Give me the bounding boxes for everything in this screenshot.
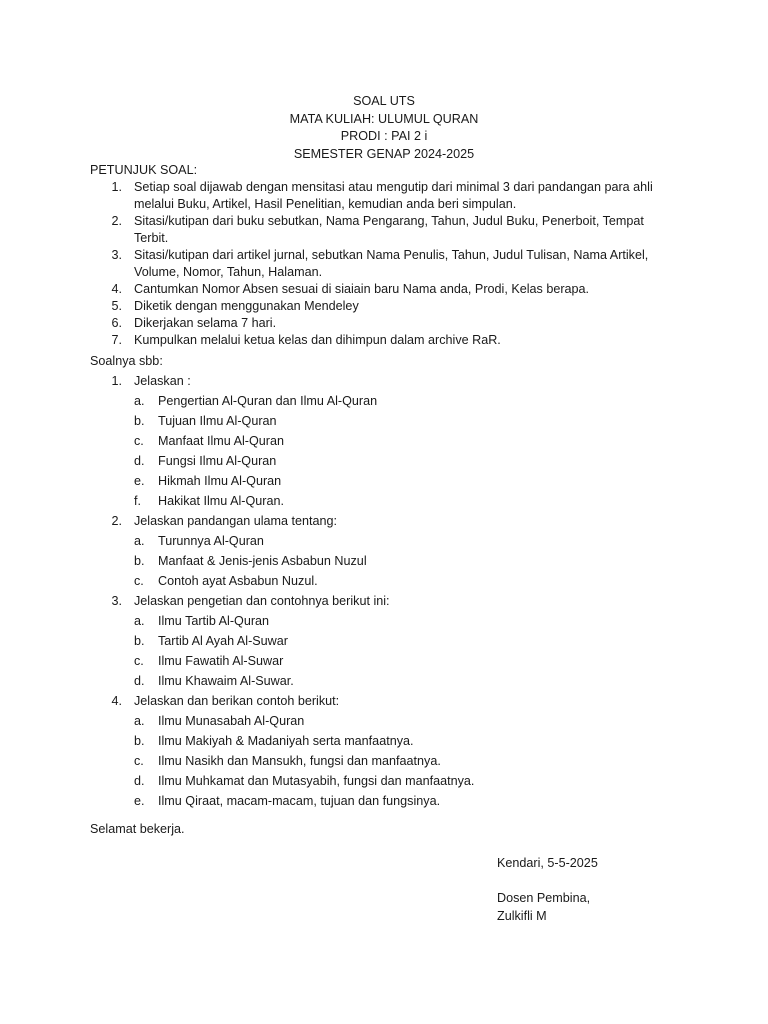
instruction-item	[90, 315, 670, 332]
questions-label: Soalnya sbb:	[90, 354, 163, 368]
instruction-item	[90, 298, 670, 315]
sub-question-letter: d.	[134, 454, 145, 468]
sub-question-item	[90, 411, 650, 431]
instructions-list	[90, 179, 670, 349]
instruction-text: Sitasi/kutipan dari artikel jurnal, sebutkan Nama Penulis, Tahun, Judul Tulisan, Nama Artikel, Volume, Nomor, Tahun, Halaman.	[134, 248, 649, 279]
sub-question-item	[90, 671, 650, 691]
sub-question-text: Hakikat Ilmu Al-Quran.	[158, 494, 284, 508]
question-text: Jelaskan :	[134, 374, 191, 388]
question-text: Jelaskan pandangan ulama tentang:	[134, 514, 338, 528]
instruction-number: 4.	[111, 282, 122, 296]
instruction-number: 6.	[111, 316, 122, 330]
sub-question-item	[90, 711, 650, 731]
sub-question-letter: e.	[134, 474, 145, 488]
sub-question-letter: a.	[134, 534, 145, 548]
sub-question-item	[90, 631, 650, 651]
sub-question-letter: c.	[134, 434, 144, 448]
sub-question-item	[90, 551, 650, 571]
sub-question-letter: e.	[134, 794, 145, 808]
sub-question-item	[90, 771, 650, 791]
question-text: Jelaskan dan berikan contoh berikut:	[134, 694, 340, 708]
signature-spacer	[497, 873, 598, 891]
signature-block	[497, 855, 598, 925]
sub-question-letter: f.	[134, 494, 141, 508]
instruction-item	[90, 247, 670, 281]
sub-question-letter: b.	[134, 734, 145, 748]
sub-question-text: Ilmu Muhkamat dan Mutasyabih, fungsi dan manfaatnya.	[158, 774, 475, 788]
question-number: 2.	[111, 514, 122, 528]
sub-question-letter: c.	[134, 754, 144, 768]
sub-question-item	[90, 571, 650, 591]
instruction-item	[90, 332, 670, 349]
sub-question-letter: d.	[134, 674, 145, 688]
sub-question-text: Contoh ayat Asbabun Nuzul.	[158, 574, 318, 588]
place-date: Kendari, 5-5-2025	[497, 856, 598, 870]
sub-question-text: Manfaat Ilmu Al-Quran	[158, 434, 284, 448]
question-item	[90, 691, 650, 711]
sub-question-text: Pengertian Al-Quran dan Ilmu Al-Quran	[158, 394, 378, 408]
sub-question-item	[90, 791, 650, 811]
instructions-label: PETUNJUK SOAL:	[90, 163, 198, 177]
header-course: MATA KULIAH: ULUMUL QURAN	[289, 111, 479, 126]
sub-question-letter: d.	[134, 774, 145, 788]
sub-question-letter: b.	[134, 554, 145, 568]
instruction-text: Diketik dengan menggunakan Mendeley	[134, 299, 359, 313]
header-title: SOAL UTS	[353, 94, 415, 108]
sub-question-item	[90, 471, 650, 491]
sub-question-text: Fungsi Ilmu Al-Quran	[158, 454, 277, 468]
questions-list	[90, 371, 650, 811]
sub-question-text: Ilmu Khawaim Al-Suwar.	[158, 674, 294, 688]
sub-question-text: Tujuan Ilmu Al-Quran	[158, 414, 277, 428]
question-number: 3.	[111, 594, 122, 608]
sub-question-text: Tartib Al Ayah Al-Suwar	[158, 634, 288, 648]
sub-question-item	[90, 611, 650, 631]
sub-question-text: Ilmu Makiyah & Madaniyah serta manfaatnya.	[158, 734, 414, 748]
instruction-text: Setiap soal dijawab dengan mensitasi atau mengutip dari minimal 3 dari pandangan para ahli melalui Buku, Artikel, Hasil Penelitian, kemudian anda beri simpulan.	[134, 180, 653, 211]
instruction-number: 1.	[111, 180, 122, 194]
sub-question-text: Turunnya Al-Quran	[158, 534, 264, 548]
question-item	[90, 371, 650, 391]
closing-text: Selamat bekerja.	[90, 822, 185, 836]
sub-question-item	[90, 751, 650, 771]
instruction-text: Dikerjakan selama 7 hari.	[134, 316, 277, 330]
sub-question-text: Ilmu Qiraat, macam-macam, tujuan dan fungsinya.	[158, 794, 441, 808]
instruction-text: Cantumkan Nomor Absen sesuai di siaiain baru Nama anda, Prodi, Kelas berapa.	[134, 282, 590, 296]
question-number: 1.	[111, 374, 122, 388]
sub-question-item	[90, 491, 650, 511]
header-program: PRODI : PAI 2 i	[340, 129, 428, 143]
sub-question-letter: a.	[134, 614, 145, 628]
question-item	[90, 591, 650, 611]
sub-question-text: Hikmah Ilmu Al-Quran	[158, 474, 282, 488]
question-text: Jelaskan pengetian dan contohnya berikut ini:	[134, 594, 390, 608]
instruction-item	[90, 281, 670, 298]
document-header	[0, 93, 768, 163]
instruction-text: Kumpulkan melalui ketua kelas dan dihimpun dalam archive RaR.	[134, 333, 501, 347]
question-number: 4.	[111, 694, 122, 708]
instruction-number: 7.	[111, 333, 122, 347]
sub-question-item	[90, 451, 650, 471]
sub-question-item	[90, 651, 650, 671]
instruction-number: 3.	[111, 248, 122, 262]
instruction-number: 2.	[111, 214, 122, 228]
instruction-item	[90, 179, 670, 213]
header-semester: SEMESTER GENAP 2024-2025	[293, 146, 475, 161]
sub-question-text: Ilmu Tartib Al-Quran	[158, 614, 270, 628]
sub-question-letter: a.	[134, 714, 145, 728]
instruction-text: Sitasi/kutipan dari buku sebutkan, Nama Pengarang, Tahun, Judul Buku, Penerboit, Tempat Terbit.	[134, 214, 644, 245]
question-item	[90, 511, 650, 531]
sub-question-letter: a.	[134, 394, 145, 408]
sub-question-item	[90, 391, 650, 411]
signer-role: Dosen Pembina,	[497, 891, 591, 905]
sub-question-text: Manfaat & Jenis-jenis Asbabun Nuzul	[158, 554, 367, 568]
sub-question-text: Ilmu Fawatih Al-Suwar	[158, 654, 284, 668]
sub-question-text: Ilmu Nasikh dan Mansukh, fungsi dan manfaatnya.	[158, 754, 441, 768]
instruction-item	[90, 213, 670, 247]
sub-question-letter: c.	[134, 654, 144, 668]
sub-question-item	[90, 731, 650, 751]
instruction-number: 5.	[111, 299, 122, 313]
sub-question-letter: b.	[134, 634, 145, 648]
sub-question-text: Ilmu Munasabah Al-Quran	[158, 714, 305, 728]
sub-question-letter: c.	[134, 574, 144, 588]
sub-question-item	[90, 531, 650, 551]
signer-name: Zulkifli M	[497, 908, 547, 923]
sub-question-item	[90, 431, 650, 451]
sub-question-letter: b.	[134, 414, 145, 428]
